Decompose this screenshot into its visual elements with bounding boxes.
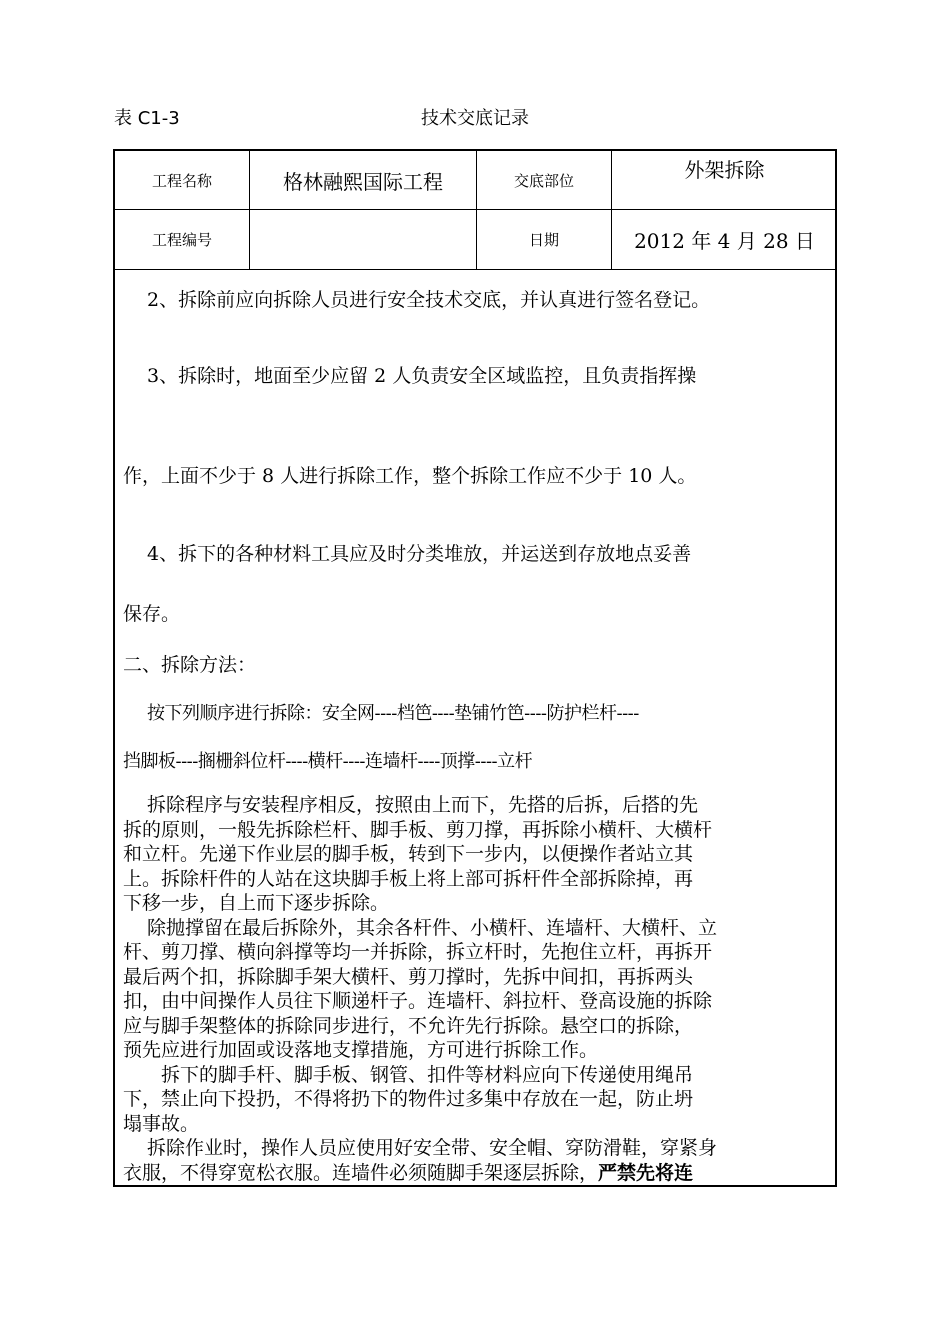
paragraph-2-line: 最后两个扣，拆除脚手架大横杆、剪刀撑时，先拆中间扣，再拆两头 bbox=[123, 965, 694, 988]
order-line-2: 挡脚板----搁栅斜位杆----横杆----连墙杆----顶撑----立杆 bbox=[123, 751, 533, 772]
item-4-line-1: 4、拆下的各种材料工具应及时分类堆放，并运送到存放地点妥善 bbox=[147, 543, 692, 565]
item-4-line-2: 保存。 bbox=[123, 603, 181, 625]
item-3-line-2: 作，上面不少于 8 人进行拆除工作，整个拆除工作应不少于 10 人。 bbox=[123, 465, 697, 487]
date-label: 日期 bbox=[528, 231, 559, 249]
paragraph-3 bbox=[123, 1063, 831, 1137]
paragraph-4-text: 衣服，不得穿宽松衣服。连墙件必须随脚手架逐层拆除， bbox=[123, 1161, 599, 1184]
paragraph-2 bbox=[123, 916, 831, 1063]
paragraph-3-line: 拆下的脚手杆、脚手板、钢管、扣件等材料应向下传递使用绳吊 bbox=[161, 1063, 694, 1086]
record-table bbox=[113, 149, 837, 1187]
paragraph-4 bbox=[123, 1136, 831, 1185]
paragraph-1-line: 拆的原则，一般先拆除栏杆、脚手板、剪刀撑，再拆除小横杆、大横杆 bbox=[123, 818, 713, 841]
section-heading: 二、拆除方法： bbox=[123, 654, 257, 676]
paragraph-2-line: 扣，由中间操作人员往下顺递杆子。连墙杆、斜拉杆、登高设施的拆除 bbox=[123, 990, 713, 1012]
paragraph-4-emphasis: 严禁先将连 bbox=[598, 1161, 694, 1184]
paragraph-4-line bbox=[123, 1161, 831, 1186]
project-number-label: 工程编号 bbox=[151, 231, 212, 249]
paragraph-1-line: 下移一步，自上而下逐步拆除。 bbox=[123, 892, 390, 914]
location-label: 交底部位 bbox=[513, 171, 574, 190]
paragraph-1-line: 拆除程序与安装程序相反，按照由上而下，先搭的后拆，后搭的先 bbox=[147, 794, 699, 816]
item-2: 2、拆除前应向拆除人员进行安全技术交底，并认真进行签名登记。 bbox=[147, 289, 711, 311]
document-title: 技术交底记录 bbox=[421, 108, 529, 129]
order-line-1: 按下列顺序进行拆除：安全网----档笆----垫铺竹笆----防护栏杆---- bbox=[147, 703, 639, 724]
project-name-label: 工程名称 bbox=[151, 171, 212, 190]
row-divider bbox=[115, 269, 835, 270]
paragraph-3-line: 下，禁止向下投扔，不得将扔下的物件过多集中存放在一起，防止坍 bbox=[123, 1088, 694, 1110]
paragraph-4-line: 拆除作业时，操作人员应使用好安全带、安全帽、穿防滑鞋，穿紧身 bbox=[147, 1137, 718, 1159]
form-code: 表 C1-3 bbox=[114, 108, 180, 129]
paragraph-2-line: 除抛撑留在最后拆除外，其余各杆件、小横杆、连墙杆、大横杆、立 bbox=[147, 916, 718, 939]
project-name-value: 格林融熙国际工程 bbox=[283, 169, 443, 194]
date-value: 2012 年 4 月 28 日 bbox=[634, 229, 815, 253]
paragraph-2-line: 应与脚手架整体的拆除同步进行，不允许先行拆除。悬空口的拆除， bbox=[123, 1014, 694, 1037]
paragraph-1 bbox=[123, 793, 831, 916]
paragraph-1-line: 和立杆。先递下作业层的脚手板，转到下一步内，以便操作者站立其 bbox=[123, 843, 694, 865]
paragraph-1-line: 上。拆除杆件的人站在这块脚手板上将上部可拆杆件全部拆除掉，再 bbox=[123, 867, 694, 890]
location-value: 外架拆除 bbox=[684, 157, 765, 182]
item-3-line-1: 3、拆除时，地面至少应留 2 人负责安全区域监控，且负责指挥操 bbox=[147, 365, 697, 387]
paragraph-2-line: 预先应进行加固或设落地支撑措施，方可进行拆除工作。 bbox=[123, 1039, 599, 1061]
paragraph-3-line: 塌事故。 bbox=[123, 1112, 200, 1135]
paragraph-2-line: 杆、剪刀撑、横向斜撑等均一并拆除，拆立杆时，先抱住立杆，再拆开 bbox=[123, 941, 713, 963]
project-number-value bbox=[250, 210, 476, 269]
